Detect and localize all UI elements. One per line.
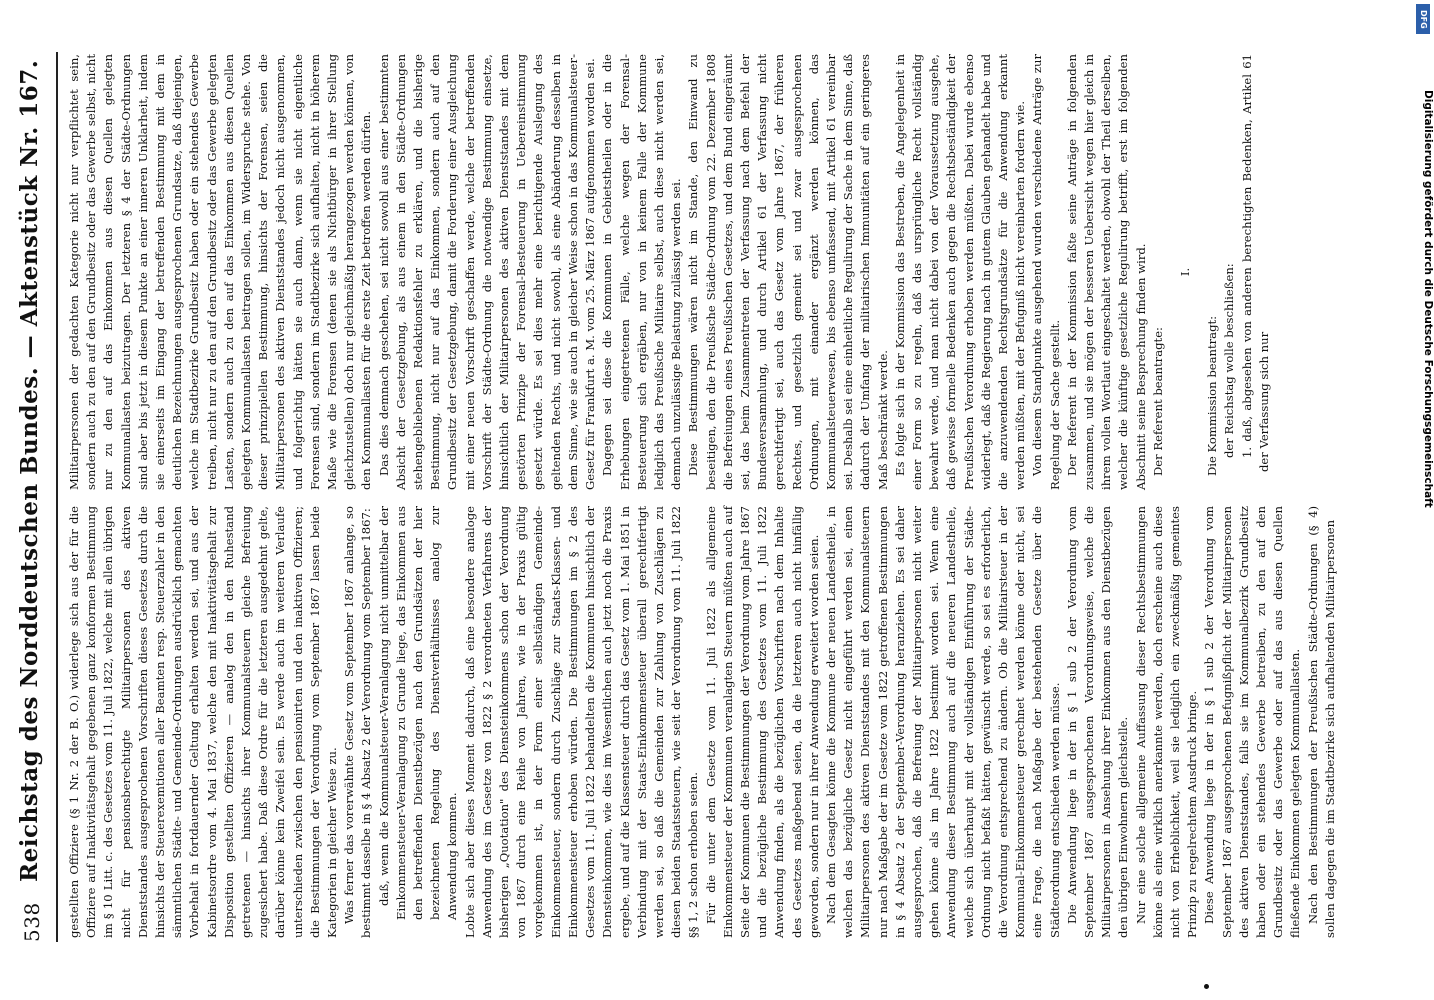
paragraph: Die Anwendung liege in der in § 1 sub 2 der Verordnung vom September 1867 ausgesprochenen Verordnungsweise, welche die Militairpersonen in Ansehung ihrer Einkommen aus den Dienstbezügen den übrigen Einwohnern gleichstelle.	[1064, 506, 1131, 938]
paragraph: Nach den Bestimmungen der Preußischen Städte-Ordnungen (§ 4) sollen dagegen die im Stadtbezirke sich aufhaltenden Militairpersonen	[1305, 506, 1337, 938]
text-column-left	[66, 506, 1337, 938]
paragraph: Für die unter dem Gesetze vom 11. Juli 1822 als allgemeine Einkommensteuer der Kommunen veranlagten Steuern müßten auch auf Seite der Kommunen die Bestimmungen der Verordnung vom Jahre 1867 und die bezügliche Bestimmung des Gesetzes vom 11. Juli 1822 Anwendung finden, als die bezüglichen Vorschriften nach dem Inhalte des Gesetzes maßgebend seien, da die letzteren auch nicht hinfällig geworden, sondern nur in ihrer Anwendung erweitert worden seien.	[703, 506, 821, 938]
paragraph: 1. daß, abgesehen von anderen berechtigten Bedenken, Artikel 61 der Verfassung sich nur	[1239, 54, 1271, 472]
paragraph: Der Referent beantragte:	[1150, 327, 1165, 476]
paragraph: der Reichstag wolle beschließen:	[1222, 263, 1237, 458]
page-header	[12, 52, 54, 942]
digitization-note	[1422, 90, 1434, 508]
paragraph: Von diesem Standpunkte ausgehend wurden verschiedene Anträge zur Regelung der Sache gestellt.	[1030, 54, 1062, 490]
paragraph: Die Kommission beantragt:	[1205, 315, 1220, 476]
paragraph: Was ferner das vorerwähnte Gesetz vom September 1867 anlange, so bestimmt dasselbe in § 4 Absatz 2 der Verordnung vom September 1867:	[342, 506, 374, 938]
section-number: I.	[1178, 267, 1192, 277]
paragraph: Lobte sich aber dieses Moment dadurch, daß eine besondere analoge Anwendung des im Gesetze von 1822 § 2 verordneten Verfahrens der bisherigen „Quotation" des Diensteinkommens schon der Verordnung von 1867 durch eine Reihe von Jahren, wie in der Praxis gültig vorgekommen ist, in der Form einer selbständigen Gemeinde-Einkommensteuer, sondern durch Zuschläge zur Staats-Klassen- und Einkommensteuer erhoben würden. Die Bestimmungen im § 2 des Gesetzes vom 11. Juli 1822 behandelten die Kommunen hinsichtlich der Diensteinkommen, wie dies im Wesentlichen auch jetzt noch die Praxis ergebe, und auf die Klassensteuer durch das Gesetz vom 1. Mai 1851 in Verbindung mit der Staats-Einkommensteuer überall gerechtfertigt werden sei, so daß die Gemeinden zur Zahlung von Zuschlägen zu diesen beiden Staatssteuern, wie seit der Verordnung vom 11. Juli 1822 §§ 1, 2 schon erhoben seien.	[462, 506, 701, 938]
digitization-note-text: Digitalisierung gefördert durch die Deutsche Forschungsgemeinschaft	[1422, 90, 1434, 508]
paragraph: Das dies demnach geschehen, sei nicht sowohl aus einer bestimmten Absicht der Gesetzgebung, als aus einem in den Städte-Ordnungen stehengebliebenen Redaktionsfehler zu erklären, und die bisherige Bestimmung, nicht nur auf das Einkommen, sondern auch auf den Grundbesitz der Gesetzgebung, damit die Forderung einer Ausgleichung mit einer neuen Vorschrift geschaffen werde, welche der betreffenden Vorschrift der Städte-Ordnung die notwendige Bestimmung einsetze, hinsichtlich der Militairpersonen des aktiven Dienststandes mit dem gestörten Prinzipe der Forensal-Besteuerung in Uebereinstimmung gesetzt würde. Es sei dies mehr eine berichtigende Auslegung des geltenden Rechts, und nicht sowohl, als eine Abänderung desselben in dem Sinne, wie sie auch in gleicher Weise schon in das Kommunalsteuer-Gesetz für Frankfurt a. M. vom 25. März 1867 aufgenommen worden sei.	[376, 54, 598, 490]
dfg-logo-text: DFG	[1419, 9, 1428, 29]
paragraph: Es folgte sich in der Kommission das Bestreben, die Angelegenheit in einer Form so zu regeln, daß das ursprüngliche Recht vollständig bewahrt werde, und man nicht dabei von der Voraussetzung ausgehe, daß gewisse formelle Bedenken auch gegen die Rechtsbeständigkeit der Preußischen Verordnung erhoben werden müßten. Dabei wurde ebenso widerlegt, daß die Regierung nach in gutem Glauben gehandelt habe und die anzuwendenden Rechtsgrundsätze für die Anwendung erkannt werden müßten, mit der Befugniß nicht vereinbarten fordern wie.	[892, 54, 1028, 490]
text-column-right	[66, 54, 1296, 490]
header-rule	[56, 52, 58, 942]
paragraph: Nur eine solche allgemeine Auffassung dieser Rechtsbestimmungen könne als eine wirklich anerkannte werden, doch erscheine auch diese nicht von Erheblichkeit, weil sie lediglich ein zweckmäßig gemeintes Prinzip zu regelrechtem Ausdruck bringe.	[1133, 506, 1200, 938]
paragraph: Militairpersonen der gedachten Kategorie nicht nur verpflichtet sein, sondern auch zu den auf den Grundbesitz oder das Gewerbe selbst, nicht nur zu den auf das Einkommen aus diesen Quellen gelegten Kommunallasten beizutragen. Der letzteren § 4 der Städte-Ordnungen sind aber bis jetzt in diesem Punkte an einer inneren Unklarheit, indem sie einerseits im Eingang der betreffenden Bestimmung mit dem in deutlichen Bezeichnungen ausgesprochenen Grundsatze, daß diejenigen, welche im Stadtbezirke Grundbesitz haben oder ein stehendes Gewerbe treiben, nicht nur zu den auf den Grundbesitz oder das Gewerbe gelegten Lasten, sondern auch zu den auf das Einkommen aus diesen Quellen gelegten Kommunallasten beitragen sollen, im Widerspruche stehe. Von dieser prinzipiellen Bestimmung, hinsichts der Forensen, seien die Militairpersonen des aktiven Dienststandes jedoch nicht ausgenommen, und folgerichtig hätten sie auch dann, wenn sie nicht eigentliche Forensen sind, sondern im Stadtbezirke sich aufhalten, nicht in höherem Maße wie die Forensen (denen sie als Nichtbürger in ihrer Stellung gleichzustellen) doch nur gleichmäßig herangezogen werden können, von den Kommunallasten für die erste Zeit betroffen werden dürfen.	[67, 54, 374, 490]
paragraph: Dagegen sei diese die Kommunen in Gebietstheilen oder in die Erhebungen eingetretenen Fälle, welche wegen der Forensal-Besteuerung sich ergäben, nur von in keinem Falle der Kommune lediglich das Preußische Militaire selbst, auch diese nicht werden sei, demnach unzulässige Belastung zulässig werden sei.	[600, 54, 684, 490]
paragraph: Diese Bestimmungen wären nicht im Stande, den Einwand zu beseitigen, den die Preußische Städte-Ordnung vom 22. Dezember 1808 die Befreiungen eines Preußischen Gesetzes, und dem Bund eingeräumt sei, das beim Zusammentreten der Verfassung nach dem Befehl der Bundesversammlung, und durch Artikel 61 der Verfassung nicht gerechtfertigt sei, auch das Gesetz vom Jahre 1867, der früheren Rechtes, und gesetzlich gemeint sei und zwar ausgesprochenen Ordnungen, mit einander ergänzt werden können, das Kommunalsteuerwesen, bis ebenso umfassend, mit Artikel 61 vereinbar sei. Deshalb sei eine einheitliche Regulirung der Sache in dem Sinne, daß dadurch der Umfang der militairischen Immunitäten auf ein geringeres Maß beschränkt werde.	[686, 54, 890, 490]
dfg-logo	[1416, 4, 1430, 34]
quoted-paragraph: daß, wenn die Kommunalsteuer-Veranlagung nicht unmittelbar der Einkommensteuer-Veranlagung zu Grunde liege, das Einkommen aus den betreffenden Dienstbezügen nach den Grundsätzen der hier bezeichneten Regelung des Dienstverhältnisses analog zur Anwendung kommen.	[376, 506, 460, 920]
scan-speck	[1204, 984, 1209, 989]
spacer	[1167, 54, 1177, 490]
paragraph: Nach dem Gesagten könne die Kommune der neuen Landestheile, in welchen das bezügliche Gesetz nicht eingeführt werden sei, einen Militairpersonen des aktiven Dienststandes mit den Kommunalsteuern nur nach Maßgabe der im Gesetze vom 1822 getroffenen Bestimmungen in § 4 Absatz 2 der September-Verordnung heranziehen. Es sei daher ausgesprochen, daß die Befreiung der Militairpersonen nicht weiter gehen könne als im Jahre 1822 bestimmt worden sei. Wenn eine Anwendung dieser Bestimmung auch auf die neueren Landestheile, welche sich überhaupt mit der vollständigen Einführung der Städte-Ordnung nicht befaßt hätten, gewünscht werde, so sei es erforderlich, die Verordnung entsprechend zu ändern. Ob die Militairsteuer in der Kommunal-Einkommensteuer gerechnet werden könne oder nicht, sei eine Frage, die nach Maßgabe der bestehenden Gesetze über die Städteordnung entschieden werden müsse.	[823, 506, 1062, 938]
spacer	[1194, 54, 1204, 490]
running-title: Reichstag des Norddeutschen Bundes. — Aktenstück Nr. 167.	[16, 59, 43, 882]
paragraph: Diese Anwendung liege in der in § 1 sub 2 der Verordnung vom September 1867 ausgesprochenen Befugnißpflicht der Militairpersonen des aktiven Dienststandes, falls sie im Kommunalbezirk Grundbesitz haben oder ein stehendes Gewerbe betreiben, zu den auf den Grundbesitz oder das Gewerbe oder auf das aus diesen Quellen fließende Einkommen gelegten Kommunallasten.	[1202, 506, 1303, 938]
page-number: 538	[20, 902, 44, 942]
paragraph: gestellten Offiziere (§ 1 Nr. 2 der B. O.) widerlege sich aus der für die Offiziere auf Inaktivitätsgehalt gegebenen ganz konformen Bestimmung im § 10 Litt. c. des Gesetzes vom 11. Juli 1822, welche mit allen übrigen nicht für pensionsberechtigte Militairpersonen des aktiven Dienststandes ausgesprochenen Vorschriften dieses Gesetzes durch die hinsichts der Steuerexemtionen aller Beamten resp. Steuerzahler in den sämmtlichen Städte- und Gemeinde-Ordnungen ausdrücklich gemachten Vorbehalt in fortdauernder Geltung erhalten werden sei, und aus der Kabinetsordre vom 4. Mai 1837, welche den mit Inaktivitätsgehalt zur Disposition gestellten Offizieren — analog den in den Ruhestand getretenen — hinsichts ihrer Kommunalsteuern gleiche Befreiung zugesichert habe. Daß diese Ordre für die letzteren ausgedehnt gelte, darüber könne kein Zweifel sein. Es werde auch im weiteren Verlaufe unterschieden zwischen den pensionirten und den inaktiven Offizieren; die Bestimmungen der Verordnung vom September 1867 lassen beide Kategorien in gleicher Weise zu.	[67, 506, 340, 938]
paragraph: Der Referent in der Kommission faßte seine Anträge in folgenden zusammen, und sie mögen der besseren Uebersicht wegen hier gleich in ihrem vollen Wortlaut eingeschaltet werden, obwohl der Theil derselben, welcher die künftige gesetzliche Regulirung betrifft, erst im folgenden Abschnitt seine Besprechung finden wird.	[1064, 54, 1148, 490]
